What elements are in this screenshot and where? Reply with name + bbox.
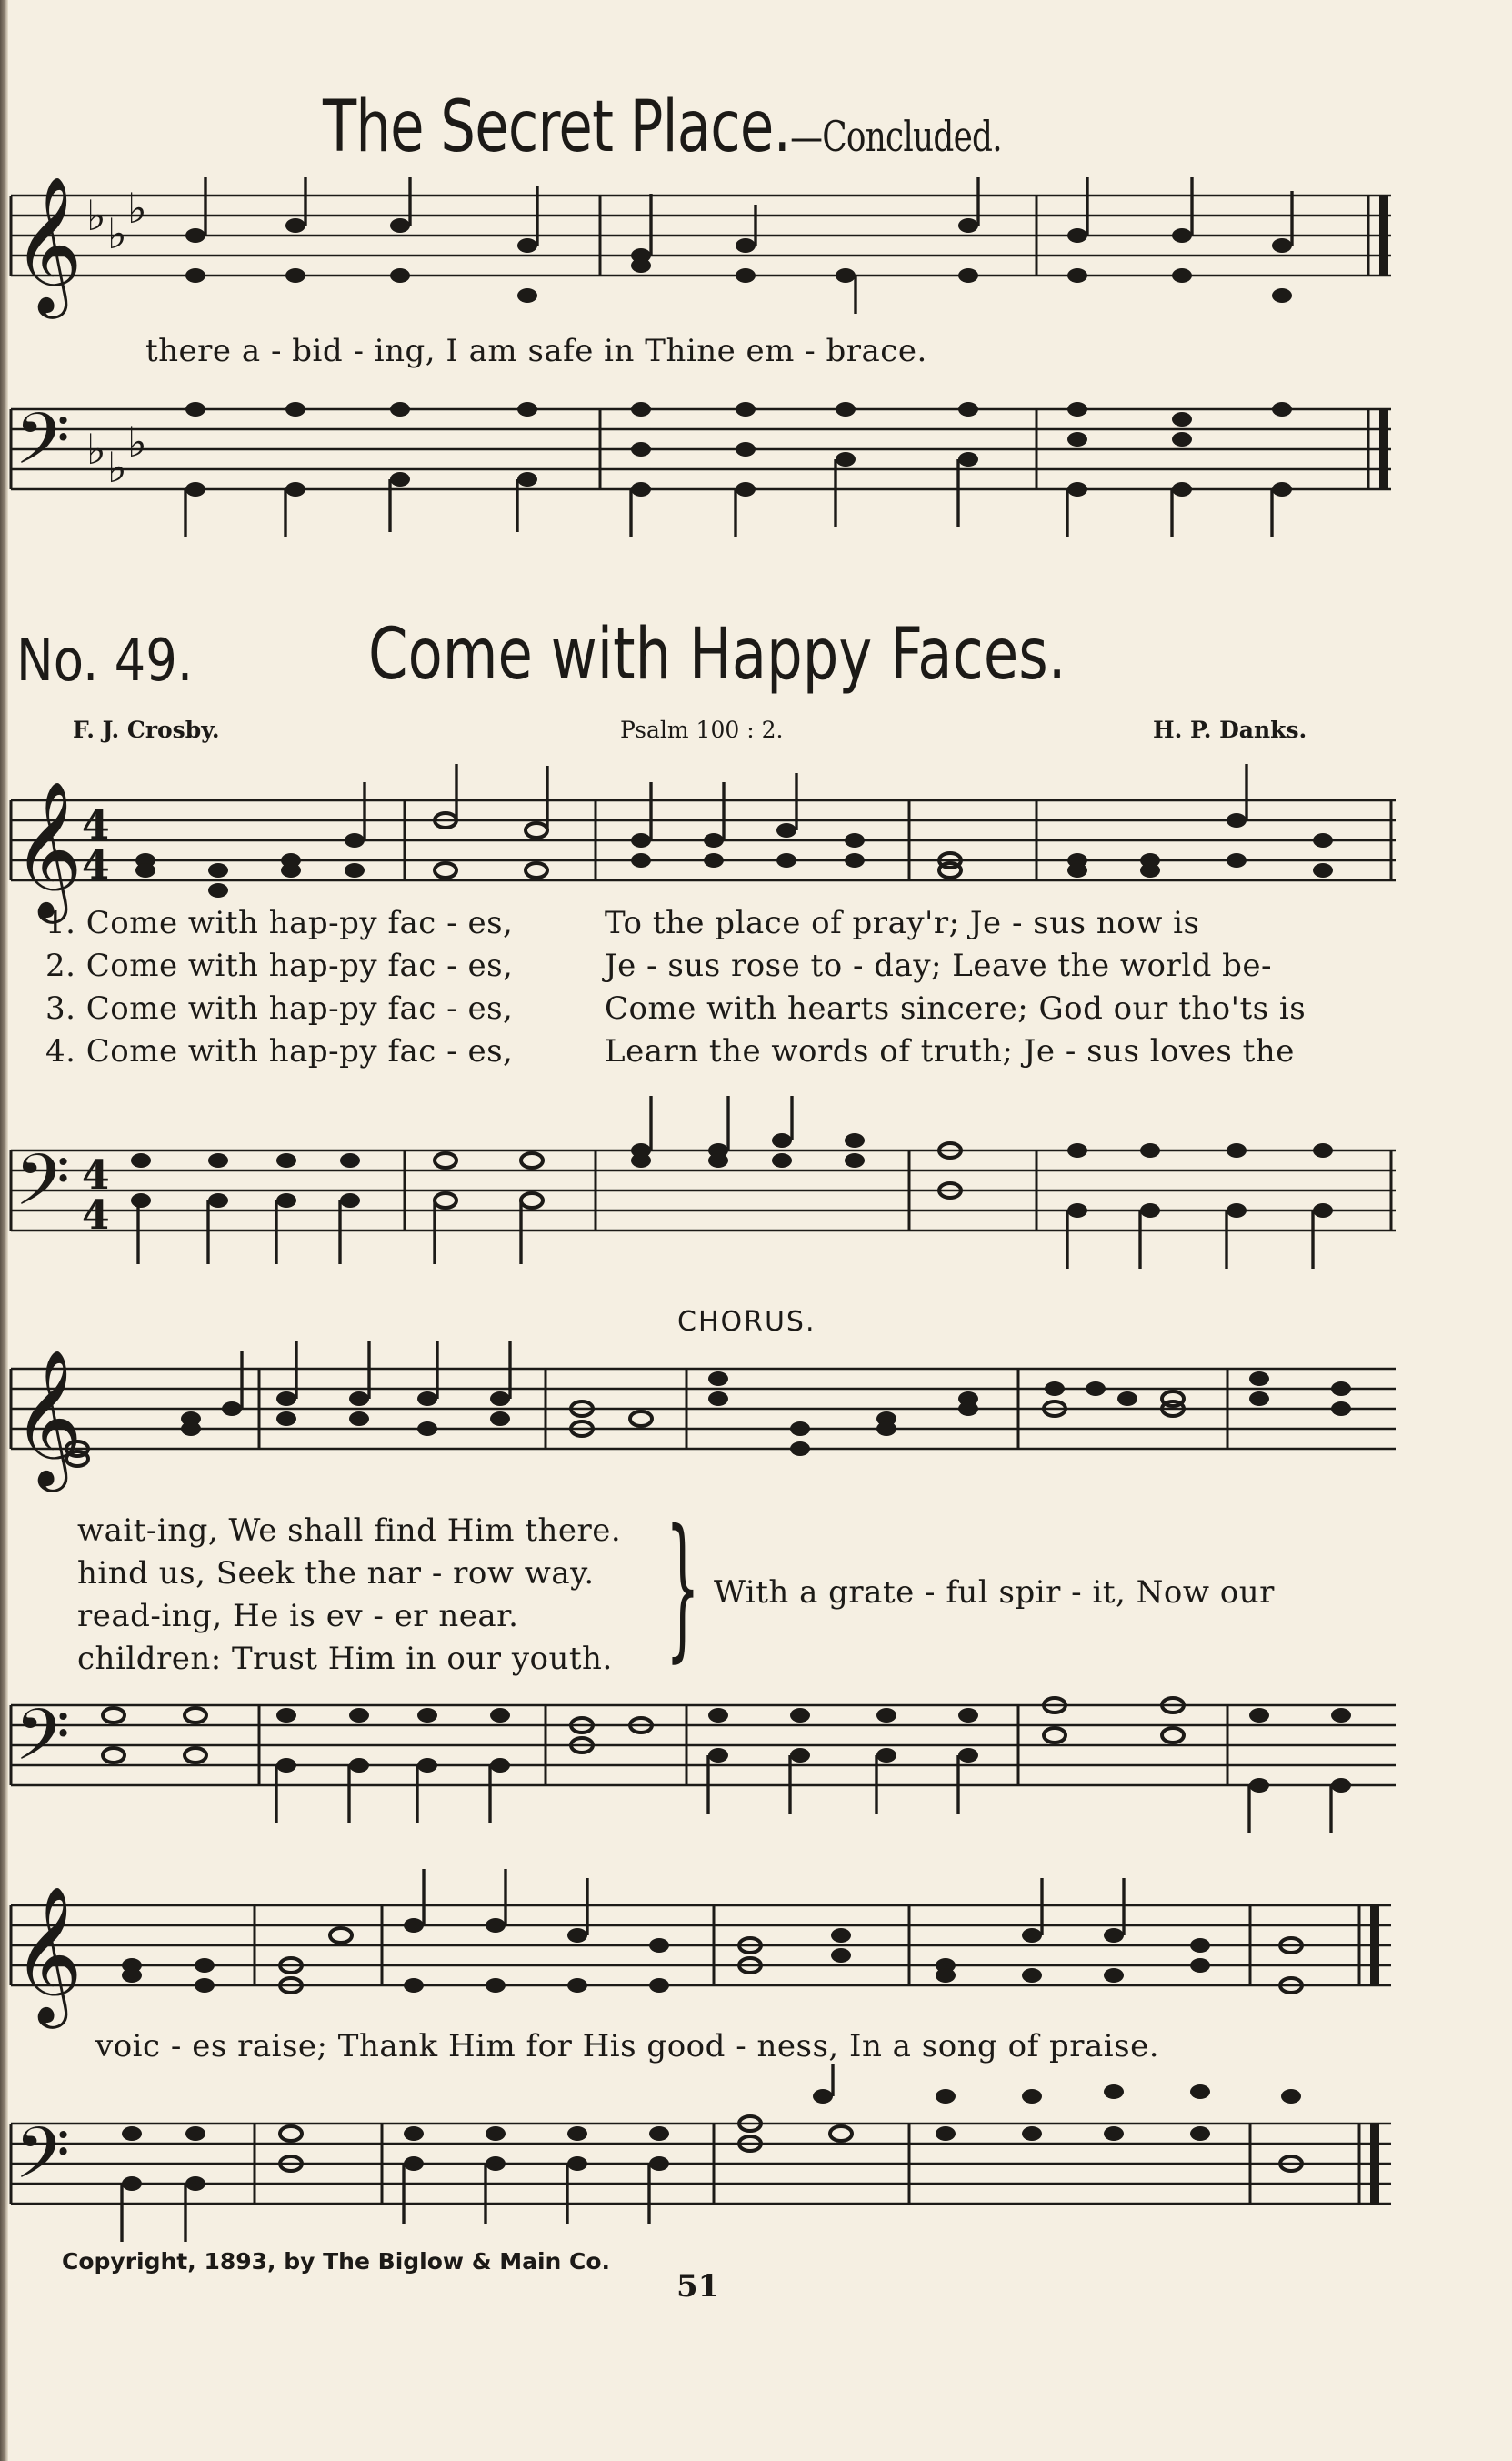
notes	[66, 1341, 1351, 1466]
system1-bass-staff	[0, 391, 1512, 527]
system2-bass-staff	[0, 1132, 1512, 1269]
staff-lines	[11, 1905, 1391, 1985]
page-title	[323, 86, 1002, 168]
verse-4-middle: Learn the words of truth; Je - sus loves the	[605, 1033, 1295, 1070]
bass-clef-icon: 𝄢	[15, 2113, 71, 2213]
time-signature-bottom: 4	[82, 842, 110, 889]
verse-1-middle: To the place of pray'r; Je - sus now is	[605, 905, 1200, 941]
time-signature-bottom: 4	[82, 1192, 110, 1239]
copyright-notice: Copyright, 1893, by The Biglow & Main Co.	[62, 2248, 611, 2275]
time-signature-top: 4	[82, 802, 110, 849]
verse-4-start: 4. Come with hap-py fac - es,	[45, 1033, 514, 1070]
staff-lines	[11, 2124, 1391, 2204]
chorus-verse-3-ending: read-ing, He is ev - er near.	[77, 1598, 519, 1634]
flat-icon: ♭	[127, 184, 147, 233]
notes	[131, 1096, 1333, 1269]
chorus-line-1: With a grate - ful spir - it, Now our	[714, 1574, 1275, 1611]
notes	[122, 2064, 1302, 2242]
chorus-verse-4-ending: children: Trust Him in our youth.	[77, 1641, 613, 1677]
secret-place-title: The Secret Place.	[323, 86, 791, 168]
page-number: 51	[676, 2268, 720, 2305]
verse-brace: }	[666, 1497, 700, 1677]
system1-lyrics: there a - bid - ing, I am safe in Thine em - brace.	[145, 333, 927, 369]
staff-lines	[11, 1705, 1396, 1785]
verse-2-start: 2. Come with hap-py fac - es,	[45, 948, 514, 984]
flat-icon: ♭	[107, 443, 127, 492]
lyricist-credit: F. J. Crosby.	[73, 717, 220, 743]
verse-3-start: 3. Come with hap-py fac - es,	[45, 990, 514, 1027]
system4-bass-staff	[0, 2105, 1512, 2242]
composer-credit: H. P. Danks.	[1153, 717, 1307, 743]
chorus-verse-2-ending: hind us, Seek the nar - row way.	[77, 1555, 595, 1592]
flat-icon: ♭	[86, 191, 106, 240]
treble-clef-icon: 𝄞	[13, 1884, 83, 2023]
notes	[135, 764, 1333, 898]
staff-lines	[11, 1369, 1396, 1449]
hymn-title: Come with Happy Faces.	[368, 614, 1066, 696]
system4-treble-staff	[0, 1884, 1512, 2024]
hymn-number: No. 49.	[16, 628, 194, 695]
chorus-label: CHORUS.	[677, 1306, 816, 1338]
bass-clef-icon: 𝄢	[15, 1140, 71, 1240]
flat-icon: ♭	[86, 425, 106, 474]
notes	[122, 1869, 1302, 1993]
flat-icon: ♭	[107, 209, 127, 258]
chorus-verse-1-ending: wait-ing, We shall find Him there.	[77, 1512, 622, 1549]
notes	[185, 177, 1292, 314]
system2-treble-staff	[0, 779, 1512, 919]
treble-clef-icon: 𝄞	[13, 779, 83, 918]
verse-1-start: 1. Come with hap-py fac - es,	[45, 905, 514, 941]
verse-3-middle: Come with hearts sincere; God our tho'ts is	[605, 990, 1307, 1027]
time-signature-top: 4	[82, 1152, 110, 1199]
system3-treble-staff	[0, 1348, 1512, 1487]
bass-clef-icon: 𝄢	[15, 1694, 71, 1794]
system3-bass-staff	[0, 1687, 1512, 1823]
flat-icon: ♭	[127, 417, 147, 467]
treble-clef-icon: 𝄞	[13, 175, 83, 313]
treble-clef-icon: 𝄞	[13, 1348, 83, 1486]
verse-2-middle: Je - sus rose to - day; Leave the world be-	[605, 948, 1273, 984]
scripture-reference: Psalm 100 : 2.	[620, 717, 784, 743]
bass-clef-icon: 𝄢	[15, 398, 71, 498]
system1-treble-staff	[0, 177, 1512, 314]
concluded-label: —Concluded.	[790, 112, 1002, 161]
chorus-line-2: voic - es raise; Thank Him for His good - ness, In a song of praise.	[95, 2028, 1160, 2064]
